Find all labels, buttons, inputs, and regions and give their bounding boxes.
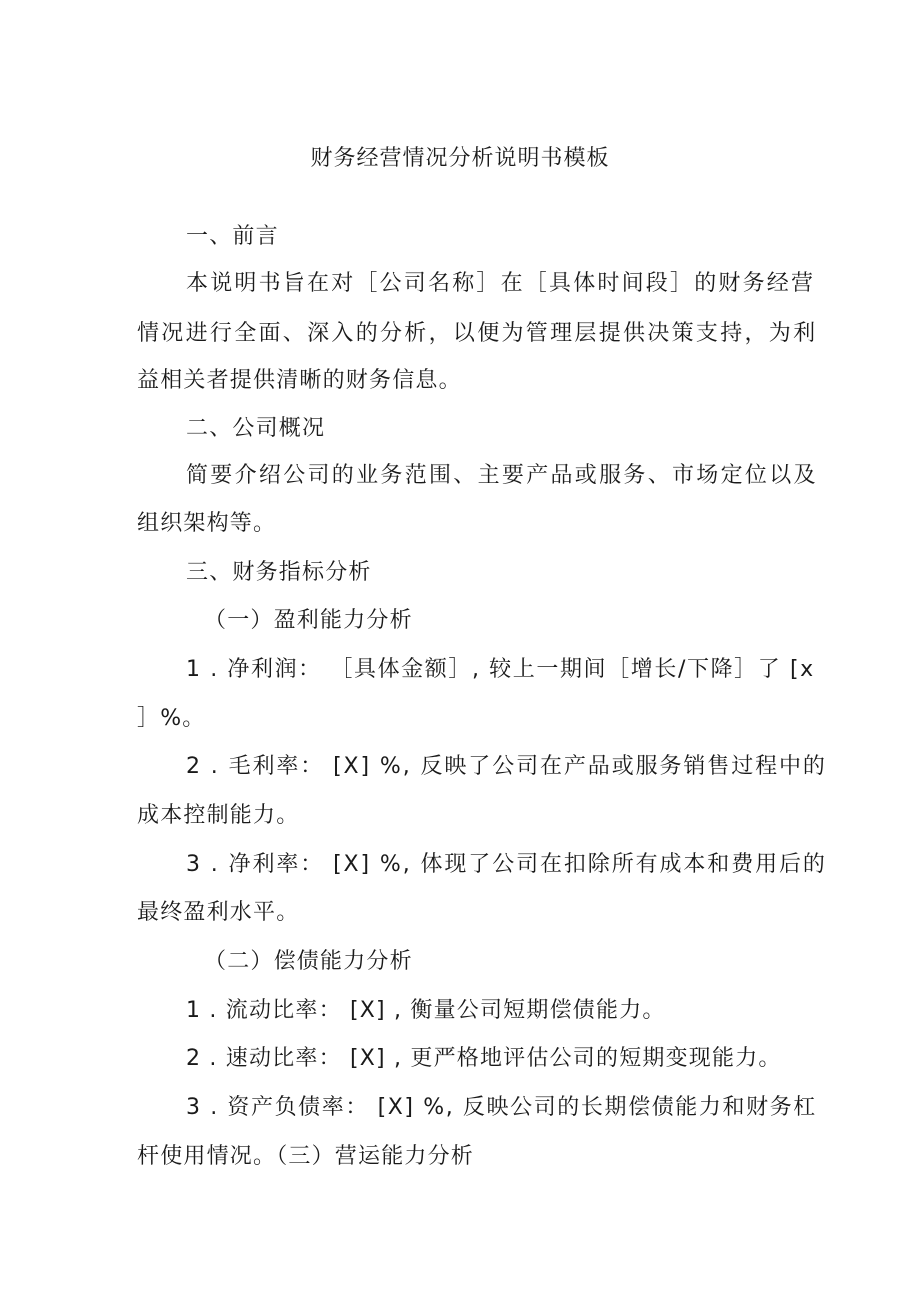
heading-company-overview: 二、公司概况 xyxy=(186,416,326,441)
heading-preface: 一、前言 xyxy=(186,224,279,249)
list-item: 2 . 毛利率： [X] %, 反映了公司在产品或服务销售过程中的 xyxy=(186,754,827,779)
list-item: 3 . 净利率： [X] %, 体现了公司在扣除所有成本和费用后的 xyxy=(186,852,827,877)
paragraph-line: 组织架构等。 xyxy=(137,511,277,536)
list-item: 3 . 资产负债率： [X] %, 反映公司的长期偿债能力和财务杠 xyxy=(186,1095,817,1120)
paragraph-line: 益相关者提供清晰的财务信息。 xyxy=(137,368,462,393)
heading-financial-analysis: 三、财务指标分析 xyxy=(186,560,372,585)
subheading-profitability: （一）盈利能力分析 xyxy=(204,608,413,633)
document-title: 财务经营情况分析说明书模板 xyxy=(310,146,610,171)
list-item: 1 . 流动比率： [X] , 衡量公司短期偿债能力。 xyxy=(186,998,666,1023)
list-item-continuation: 成本控制能力。 xyxy=(137,803,300,828)
paragraph-line: 情况进行全面、深入的分析，以便为管理层提供决策支持，为利 xyxy=(137,321,818,346)
paragraph-line: 本说明书旨在对［公司名称］在［具体时间段］的财务经营 xyxy=(186,271,816,296)
subheading-solvency: （二）偿债能力分析 xyxy=(204,949,413,974)
list-item-continuation: ］%。 xyxy=(137,706,206,731)
list-item: 2 . 速动比率： [X] , 更严格地评估公司的短期变现能力。 xyxy=(186,1046,782,1071)
list-item: 1 . 净利润： ［具体金额］, 较上一期间［增长/下降］了 [x xyxy=(186,657,815,682)
paragraph-line: 简要介绍公司的业务范围、主要产品或服务、市场定位以及 xyxy=(186,463,818,488)
list-item-continuation: 杆使用情况。（三）营运能力分析 xyxy=(137,1144,475,1169)
list-item-continuation: 最终盈利水平。 xyxy=(137,900,300,925)
